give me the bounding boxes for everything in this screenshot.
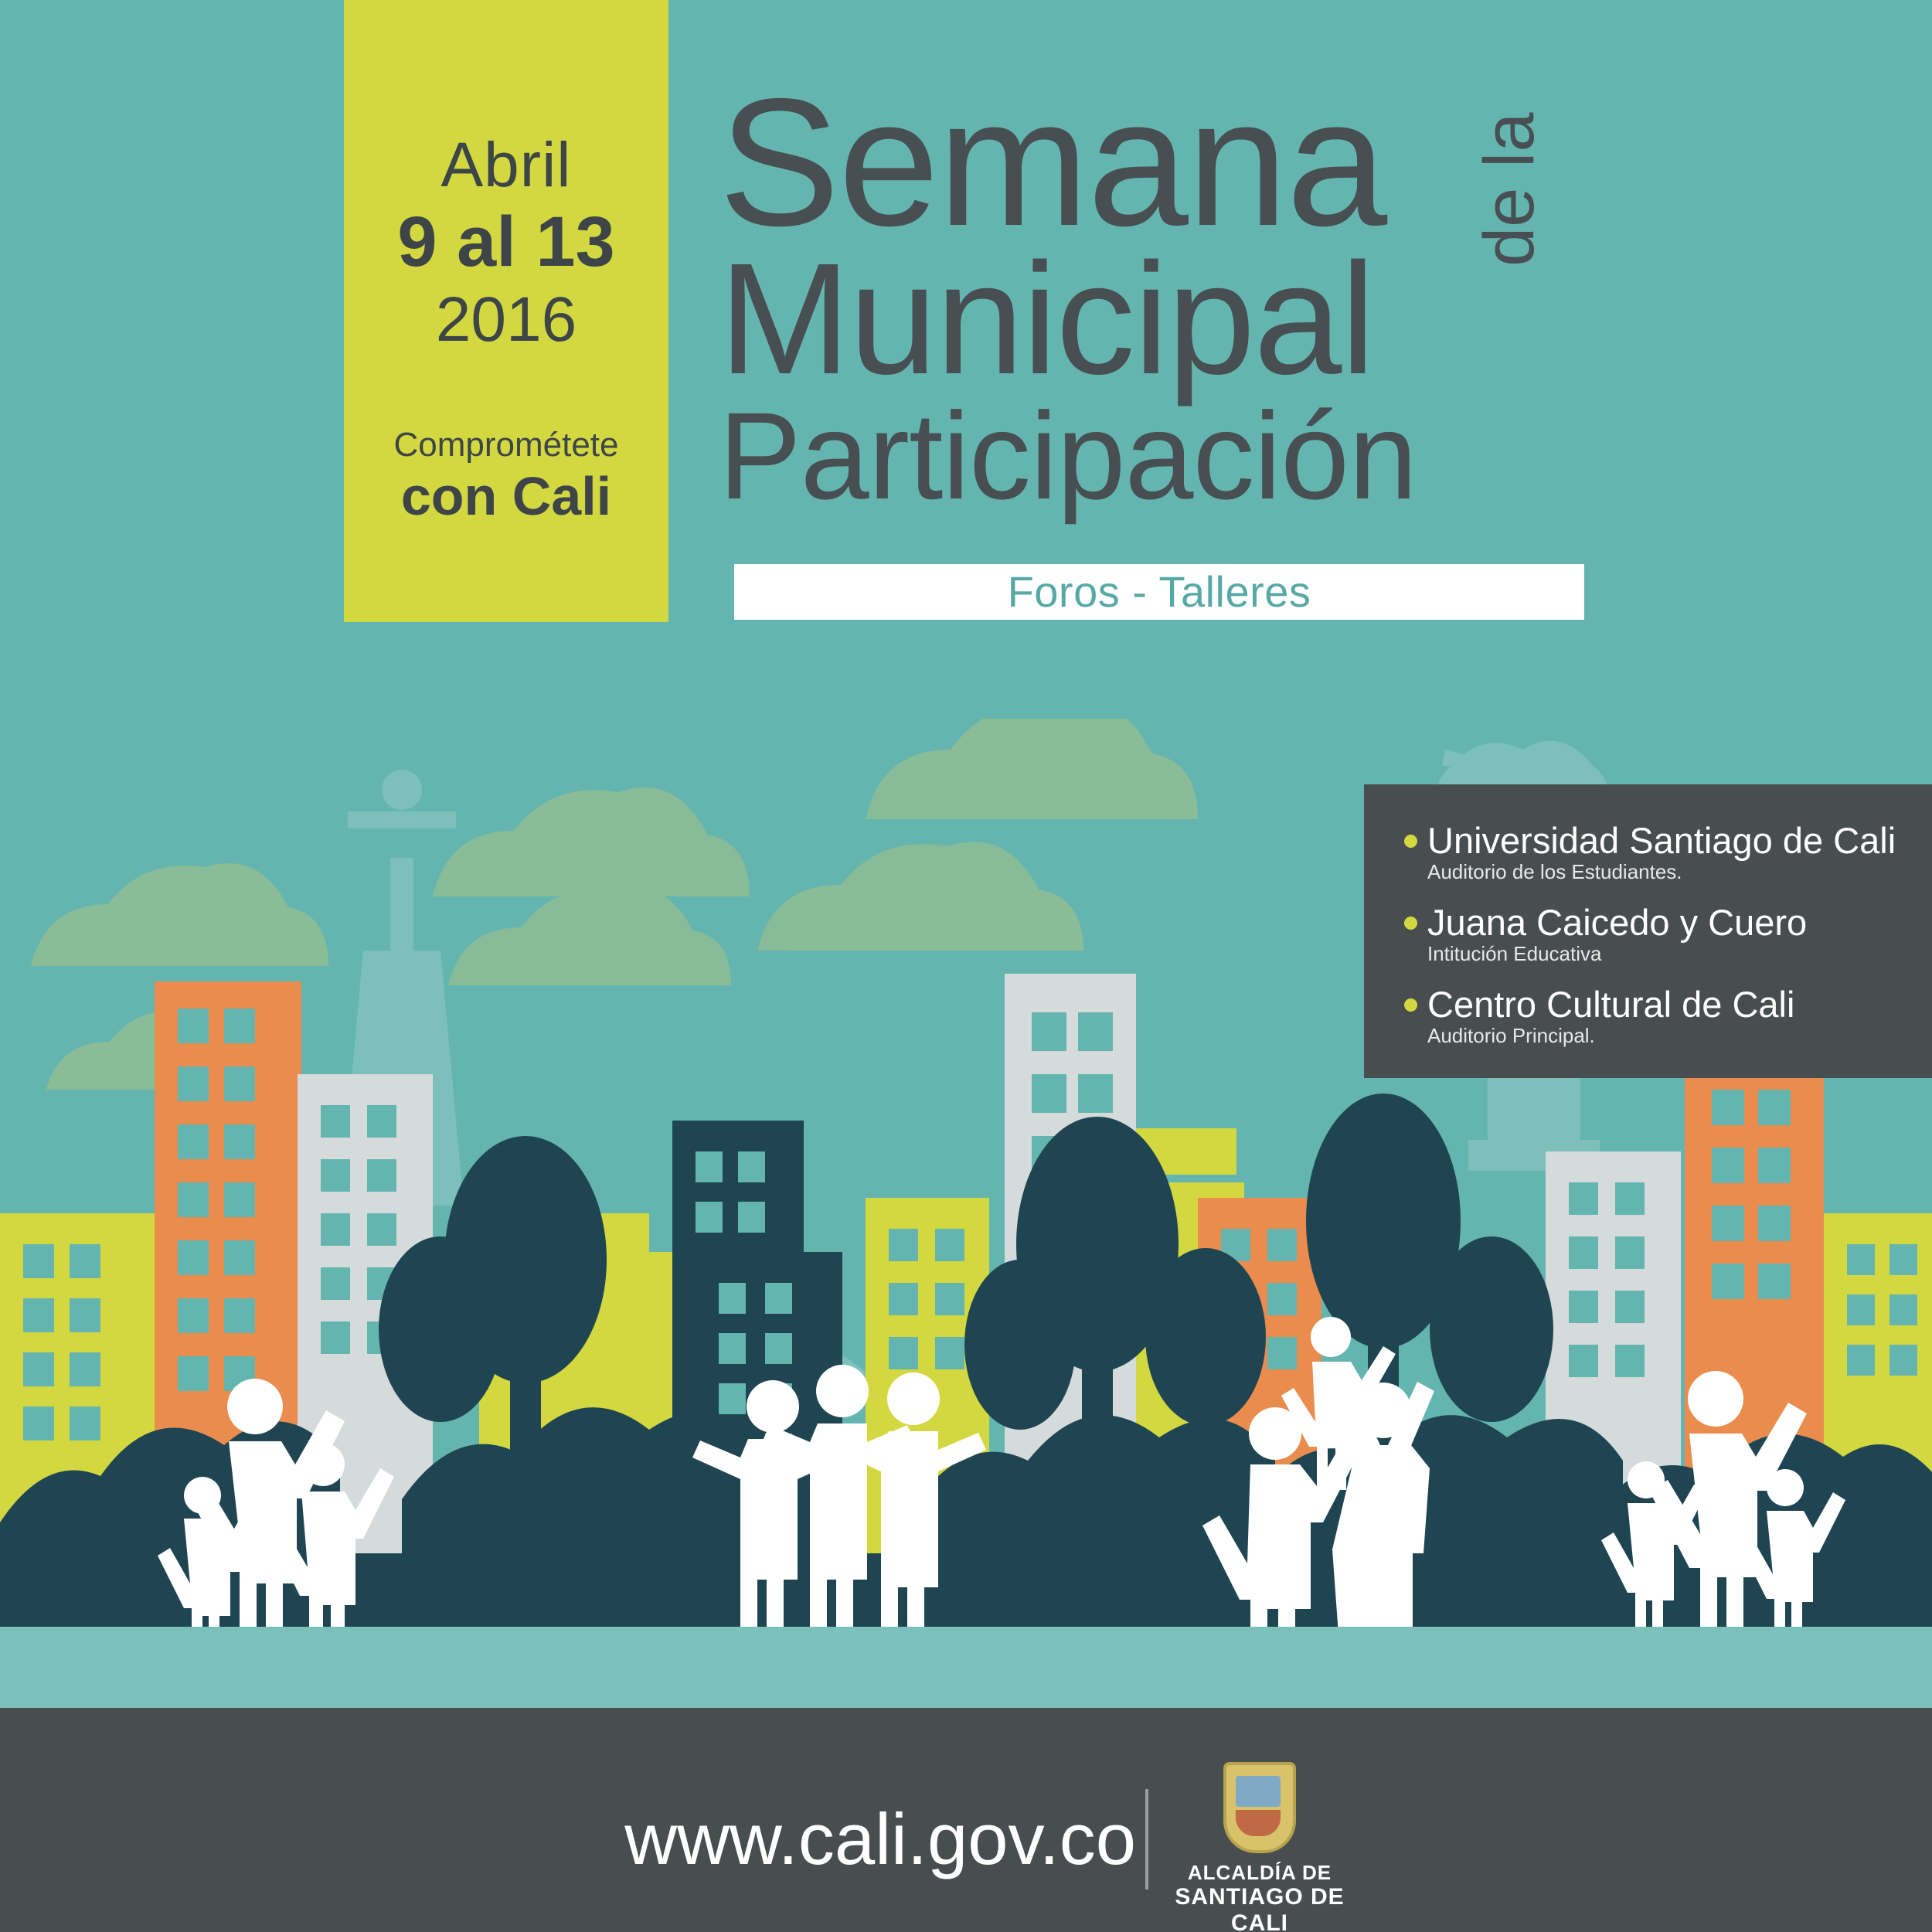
page-title: [719, 60, 1901, 525]
venue-item: [1404, 821, 1932, 883]
ground-strip: [0, 1627, 1932, 1708]
title-rotated-dela: de la: [1470, 112, 1549, 267]
tagline-big: con Cali: [400, 466, 612, 526]
footer-divider: [1145, 1789, 1148, 1889]
crest-line-2: SANTIAGO DE CALI: [1175, 1884, 1345, 1932]
tagline-small: Comprométete: [393, 426, 619, 464]
coat-of-arms-icon: [1223, 1762, 1296, 1853]
venue-item: [1404, 985, 1932, 1047]
date-month: Abril: [440, 130, 572, 200]
venue-name: Universidad Santiago de Cali: [1427, 820, 1896, 861]
bullet-icon: [1404, 835, 1417, 848]
venue-name: Juana Caicedo y Cuero: [1427, 902, 1808, 943]
bullet-icon: [1404, 917, 1417, 930]
bullet-icon: [1404, 998, 1417, 1012]
venue-detail: Auditorio de los Estudiantes.: [1427, 860, 1682, 883]
venue-list: [1364, 784, 1932, 1078]
date-panel: [344, 0, 668, 622]
venue-name: Centro Cultural de Cali: [1427, 984, 1795, 1025]
crest-line-1: ALCALDÍA DE: [1187, 1861, 1332, 1884]
alcaldia-logo: [1175, 1762, 1345, 1932]
website-url[interactable]: www.cali.gov.co: [624, 1798, 1136, 1879]
subtitle-bar: Foros - Talleres: [734, 564, 1584, 620]
title-line-semana: Semana: [719, 60, 1386, 264]
date-year: 2016: [435, 284, 577, 355]
title-line-municipal: Municipal: [719, 230, 1374, 407]
venue-item: [1404, 903, 1932, 965]
date-range: 9 al 13: [397, 202, 615, 281]
venue-detail: Intitución Educativa: [1427, 942, 1602, 965]
title-line-participacion: Participación: [719, 386, 1417, 525]
venue-detail: Auditorio Principal.: [1427, 1024, 1595, 1047]
